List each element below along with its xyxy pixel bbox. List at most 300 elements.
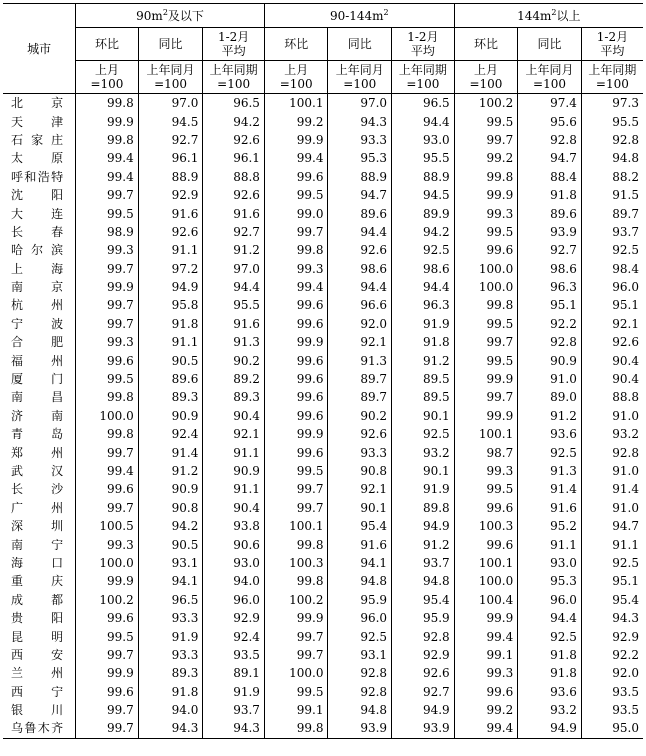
city-name: 深 圳 [11, 519, 64, 534]
index-value: 92.6 [328, 241, 392, 259]
index-value: 92.0 [581, 664, 643, 682]
index-value: 94.4 [392, 278, 455, 296]
index-value: 99.7 [76, 499, 139, 517]
base-header-yoy-small: 上年同月 =100 [138, 61, 203, 94]
index-value: 93.2 [392, 443, 455, 461]
index-value: 93.1 [328, 646, 392, 664]
index-value: 94.2 [138, 517, 203, 535]
index-value: 91.0 [518, 370, 582, 388]
city-name: 海 口 [11, 555, 64, 570]
index-value: 92.8 [392, 627, 455, 645]
index-value: 94.0 [203, 572, 265, 590]
index-value: 91.2 [518, 407, 582, 425]
index-value: 99.7 [454, 388, 518, 406]
index-value: 90.1 [392, 462, 455, 480]
table-row [3, 168, 643, 186]
index-value: 99.4 [264, 278, 328, 296]
city-name: 广 州 [11, 500, 64, 515]
city-name: 北 京 [11, 96, 64, 111]
index-value: 89.3 [138, 664, 203, 682]
index-value: 94.9 [138, 278, 203, 296]
index-value: 92.6 [203, 186, 265, 204]
table-row [3, 333, 643, 351]
base-header-avg-small: 上年同期 =100 [203, 61, 265, 94]
index-value: 99.9 [264, 425, 328, 443]
index-value: 95.4 [392, 591, 455, 609]
index-value: 89.6 [518, 204, 582, 222]
index-value: 94.8 [581, 149, 643, 167]
index-value: 94.7 [518, 149, 582, 167]
index-value: 91.9 [392, 480, 455, 498]
index-value: 95.1 [581, 296, 643, 314]
base-header-mom-large: 上月 =100 [454, 61, 518, 94]
index-value: 92.6 [203, 131, 265, 149]
index-value: 99.5 [454, 315, 518, 333]
city-name: 石 家 庄 [11, 132, 64, 147]
index-value: 89.1 [203, 664, 265, 682]
index-value: 99.4 [76, 149, 139, 167]
index-value: 90.9 [138, 480, 203, 498]
index-value: 94.0 [138, 701, 203, 719]
index-value: 91.8 [138, 683, 203, 701]
index-value: 100.1 [264, 94, 328, 113]
index-value: 91.3 [518, 462, 582, 480]
city-name: 杭 州 [11, 298, 64, 313]
index-value: 92.9 [138, 186, 203, 204]
index-value: 90.9 [203, 462, 265, 480]
city-name: 大 连 [11, 206, 64, 221]
index-value: 92.9 [203, 609, 265, 627]
city-name: 青 岛 [11, 427, 64, 442]
index-value: 91.8 [518, 646, 582, 664]
index-value: 89.5 [392, 370, 455, 388]
table-row [3, 204, 643, 222]
table-row [3, 112, 643, 130]
index-value: 99.5 [264, 462, 328, 480]
index-value: 100.1 [264, 517, 328, 535]
index-value: 89.3 [203, 388, 265, 406]
index-value: 95.1 [518, 296, 582, 314]
index-value: 99.7 [76, 646, 139, 664]
index-value: 88.8 [581, 388, 643, 406]
index-value: 91.9 [138, 627, 203, 645]
index-value: 91.1 [203, 443, 265, 461]
index-value: 94.1 [138, 572, 203, 590]
table-row [3, 94, 643, 113]
index-value: 93.5 [581, 683, 643, 701]
index-value: 99.4 [264, 149, 328, 167]
index-value: 99.4 [76, 168, 139, 186]
index-value: 92.9 [581, 627, 643, 645]
index-value: 99.6 [76, 683, 139, 701]
index-value: 100.1 [454, 425, 518, 443]
index-value: 98.9 [76, 223, 139, 241]
index-value: 99.9 [264, 131, 328, 149]
index-value: 90.4 [581, 370, 643, 388]
index-value: 89.7 [328, 388, 392, 406]
index-value: 99.2 [454, 701, 518, 719]
index-value: 95.9 [392, 609, 455, 627]
index-value: 92.0 [328, 315, 392, 333]
city-name: 兰 州 [11, 666, 64, 681]
index-value: 99.7 [264, 627, 328, 645]
index-value: 93.9 [328, 719, 392, 738]
index-value: 99.6 [264, 351, 328, 369]
index-value: 93.0 [203, 554, 265, 572]
index-value: 95.4 [328, 517, 392, 535]
index-value: 92.2 [518, 315, 582, 333]
index-value: 94.8 [328, 701, 392, 719]
city-name: 重 庆 [11, 574, 64, 589]
index-value: 91.2 [138, 462, 203, 480]
index-value: 88.8 [203, 168, 265, 186]
base-header-avg-medium: 上年同期 =100 [392, 61, 455, 94]
city-name: 沈 阳 [11, 188, 64, 203]
index-value: 97.0 [203, 260, 265, 278]
index-value: 99.7 [76, 719, 139, 738]
index-value: 95.0 [581, 719, 643, 738]
index-value: 98.4 [581, 260, 643, 278]
index-value: 92.7 [138, 131, 203, 149]
base-header-mom-medium: 上月 =100 [264, 61, 328, 94]
index-value: 99.7 [264, 480, 328, 498]
index-value: 96.3 [518, 278, 582, 296]
index-value: 95.9 [328, 591, 392, 609]
index-value: 92.8 [581, 131, 643, 149]
index-value: 99.4 [454, 719, 518, 738]
city-name: 武 汉 [11, 464, 64, 478]
index-value: 99.7 [76, 296, 139, 314]
index-value: 91.9 [203, 683, 265, 701]
index-value: 94.8 [328, 572, 392, 590]
index-value: 91.6 [518, 499, 582, 517]
city-name: 呼和浩特 [11, 169, 64, 184]
index-value: 92.8 [328, 683, 392, 701]
index-value: 100.2 [454, 94, 518, 113]
index-value: 90.8 [328, 462, 392, 480]
index-value: 99.5 [454, 223, 518, 241]
table-row [3, 149, 643, 167]
index-value: 99.8 [76, 388, 139, 406]
index-value: 94.4 [203, 278, 265, 296]
index-value: 91.6 [203, 315, 265, 333]
index-value: 92.5 [581, 554, 643, 572]
city-name: 哈 尔 滨 [11, 243, 64, 258]
base-header-avg-large: 上年同期 =100 [581, 61, 643, 94]
index-value: 93.0 [392, 131, 455, 149]
index-value: 99.9 [264, 609, 328, 627]
index-value: 99.7 [454, 333, 518, 351]
index-value: 93.8 [203, 517, 265, 535]
index-value: 92.5 [581, 241, 643, 259]
index-value: 92.5 [518, 443, 582, 461]
index-value: 92.8 [581, 443, 643, 461]
index-value: 95.2 [518, 517, 582, 535]
index-value: 99.2 [264, 112, 328, 130]
table-row [3, 646, 643, 664]
index-value: 99.6 [76, 480, 139, 498]
table-row [3, 517, 643, 535]
index-value: 92.8 [518, 333, 582, 351]
index-value: 91.8 [518, 186, 582, 204]
metric-header-avg-small: 1-2月 平均 [203, 28, 265, 61]
index-value: 97.0 [328, 94, 392, 113]
index-value: 96.5 [138, 591, 203, 609]
index-value: 93.3 [138, 646, 203, 664]
table-row [3, 351, 643, 369]
index-value: 96.3 [392, 296, 455, 314]
index-value: 90.2 [203, 351, 265, 369]
index-value: 100.3 [454, 517, 518, 535]
index-value: 89.2 [203, 370, 265, 388]
index-value: 88.2 [581, 168, 643, 186]
index-value: 94.5 [138, 112, 203, 130]
index-value: 96.0 [581, 278, 643, 296]
index-value: 93.3 [328, 443, 392, 461]
index-value: 93.5 [581, 701, 643, 719]
index-value: 98.6 [392, 260, 455, 278]
city-name: 天 津 [11, 114, 64, 129]
index-value: 93.2 [518, 701, 582, 719]
city-name: 济 南 [11, 408, 64, 423]
index-value: 99.3 [454, 664, 518, 682]
city-name: 长 春 [11, 224, 64, 239]
index-value: 99.7 [454, 131, 518, 149]
index-value: 99.3 [76, 535, 139, 553]
index-value: 99.1 [264, 701, 328, 719]
index-value: 99.9 [454, 370, 518, 388]
index-value: 91.0 [581, 499, 643, 517]
index-value: 93.7 [392, 554, 455, 572]
table-row [3, 683, 643, 701]
index-value: 94.2 [392, 223, 455, 241]
index-value: 94.8 [392, 572, 455, 590]
index-value: 99.4 [76, 462, 139, 480]
index-value: 92.1 [328, 333, 392, 351]
index-value: 99.8 [264, 241, 328, 259]
index-value: 89.5 [392, 388, 455, 406]
index-value: 93.9 [392, 719, 455, 738]
index-value: 91.6 [138, 204, 203, 222]
index-value: 99.6 [264, 370, 328, 388]
index-value: 99.6 [454, 683, 518, 701]
city-name: 南 宁 [11, 537, 64, 552]
index-value: 96.6 [328, 296, 392, 314]
index-value: 93.5 [203, 646, 265, 664]
metric-header-mom-medium: 环比 [264, 28, 328, 61]
city-name: 厦 门 [11, 372, 64, 387]
index-value: 99.7 [264, 499, 328, 517]
index-value: 90.4 [203, 407, 265, 425]
metric-header-mom-large: 环比 [454, 28, 518, 61]
index-value: 91.1 [138, 241, 203, 259]
table-row [3, 443, 643, 461]
index-value: 91.4 [581, 480, 643, 498]
house-price-index-table [3, 3, 643, 739]
index-value: 99.6 [264, 407, 328, 425]
table-row [3, 278, 643, 296]
index-value: 94.2 [203, 112, 265, 130]
metric-header-mom-small: 环比 [76, 28, 139, 61]
table-row [3, 572, 643, 590]
index-value: 89.7 [328, 370, 392, 388]
index-value: 99.6 [264, 168, 328, 186]
index-value: 91.6 [203, 204, 265, 222]
index-value: 96.5 [392, 94, 455, 113]
index-value: 95.5 [392, 149, 455, 167]
index-value: 100.4 [454, 591, 518, 609]
index-value: 91.1 [138, 333, 203, 351]
city-name: 乌鲁木齐 [3, 719, 76, 738]
index-value: 98.7 [454, 443, 518, 461]
city-name: 西 宁 [11, 684, 64, 699]
index-value: 94.5 [392, 186, 455, 204]
index-value: 99.5 [76, 370, 139, 388]
city-name: 太 原 [11, 151, 64, 166]
metric-header-avg-medium: 1-2月 平均 [392, 28, 455, 61]
index-value: 92.1 [328, 480, 392, 498]
index-value: 99.6 [454, 499, 518, 517]
table-row [3, 370, 643, 388]
index-value: 99.8 [76, 425, 139, 443]
index-value: 91.8 [518, 664, 582, 682]
city-name: 贵 阳 [11, 611, 64, 626]
table-row [3, 719, 643, 738]
index-value: 88.9 [392, 168, 455, 186]
index-value: 94.7 [328, 186, 392, 204]
index-value: 100.0 [76, 554, 139, 572]
index-value: 99.9 [454, 407, 518, 425]
index-value: 92.8 [328, 664, 392, 682]
index-value: 89.8 [392, 499, 455, 517]
index-value: 90.5 [138, 535, 203, 553]
index-value: 99.5 [454, 351, 518, 369]
city-name: 合 肥 [11, 335, 64, 350]
index-value: 88.9 [138, 168, 203, 186]
index-value: 93.2 [581, 425, 643, 443]
city-name: 郑 州 [11, 445, 64, 460]
index-value: 95.3 [518, 572, 582, 590]
index-value: 100.0 [454, 260, 518, 278]
city-name: 南 京 [11, 280, 64, 295]
table-row [3, 223, 643, 241]
index-value: 99.8 [76, 131, 139, 149]
index-value: 99.6 [454, 241, 518, 259]
index-value: 92.6 [328, 425, 392, 443]
index-value: 100.2 [76, 591, 139, 609]
index-value: 91.2 [392, 535, 455, 553]
city-name: 银 川 [11, 703, 64, 718]
group-header-medium: $90-144m^2$ [264, 3, 454, 28]
index-value: 94.4 [518, 609, 582, 627]
table-row [3, 609, 643, 627]
table-row [3, 186, 643, 204]
index-value: 94.3 [328, 112, 392, 130]
table-row [3, 664, 643, 682]
index-value: 95.3 [328, 149, 392, 167]
index-value: 99.3 [76, 241, 139, 259]
index-value: 97.3 [581, 94, 643, 113]
index-value: 95.8 [138, 296, 203, 314]
index-value: 88.4 [518, 168, 582, 186]
index-value: 99.4 [454, 627, 518, 645]
index-value: 99.8 [264, 719, 328, 738]
table-row [3, 241, 643, 259]
city-name: 宁 波 [11, 316, 64, 331]
group-header-small: $90m^2$及以下 [76, 3, 265, 28]
index-value: 91.5 [581, 186, 643, 204]
index-value: 99.3 [76, 333, 139, 351]
index-value: 92.1 [581, 315, 643, 333]
index-value: 99.5 [454, 112, 518, 130]
index-value: 89.0 [518, 388, 582, 406]
index-value: 99.6 [264, 296, 328, 314]
index-value: 92.7 [518, 241, 582, 259]
index-value: 100.2 [264, 591, 328, 609]
table-row [3, 315, 643, 333]
index-value: 92.2 [581, 646, 643, 664]
index-value: 92.5 [392, 241, 455, 259]
index-value: 93.6 [518, 425, 582, 443]
index-value: 96.0 [203, 591, 265, 609]
index-value: 91.1 [203, 480, 265, 498]
city-column-header: 城市 [3, 3, 76, 94]
index-value: 99.8 [264, 572, 328, 590]
index-value: 96.0 [328, 609, 392, 627]
index-value: 99.6 [264, 443, 328, 461]
index-value: 100.5 [76, 517, 139, 535]
index-value: 91.1 [518, 535, 582, 553]
index-value: 94.1 [328, 554, 392, 572]
index-value: 91.3 [328, 351, 392, 369]
city-name: 福 州 [11, 353, 64, 368]
table-row [3, 554, 643, 572]
index-value: 100.0 [454, 278, 518, 296]
index-value: 99.7 [76, 260, 139, 278]
city-name: 昆 明 [11, 629, 64, 644]
index-value: 91.8 [138, 315, 203, 333]
table-row [3, 407, 643, 425]
table-row [3, 591, 643, 609]
index-value: 100.0 [454, 572, 518, 590]
index-value: 99.3 [264, 260, 328, 278]
index-value: 93.6 [518, 683, 582, 701]
table-row [3, 462, 643, 480]
table-row [3, 627, 643, 645]
index-value: 99.8 [264, 535, 328, 553]
index-value: 93.1 [138, 554, 203, 572]
index-value: 94.9 [392, 701, 455, 719]
index-value: 93.9 [518, 223, 582, 241]
city-name: 西 安 [11, 647, 64, 662]
index-value: 99.6 [264, 388, 328, 406]
table-row [3, 296, 643, 314]
index-value: 89.9 [392, 204, 455, 222]
index-value: 98.6 [518, 260, 582, 278]
index-value: 99.9 [76, 112, 139, 130]
index-value: 99.6 [76, 351, 139, 369]
index-value: 92.6 [392, 664, 455, 682]
index-value: 93.3 [328, 131, 392, 149]
index-value: 97.4 [518, 94, 582, 113]
index-value: 92.9 [392, 646, 455, 664]
index-value: 99.9 [76, 572, 139, 590]
index-value: 96.0 [518, 591, 582, 609]
index-value: 90.2 [328, 407, 392, 425]
index-value: 99.6 [76, 609, 139, 627]
index-value: 90.9 [138, 407, 203, 425]
index-value: 94.3 [138, 719, 203, 738]
